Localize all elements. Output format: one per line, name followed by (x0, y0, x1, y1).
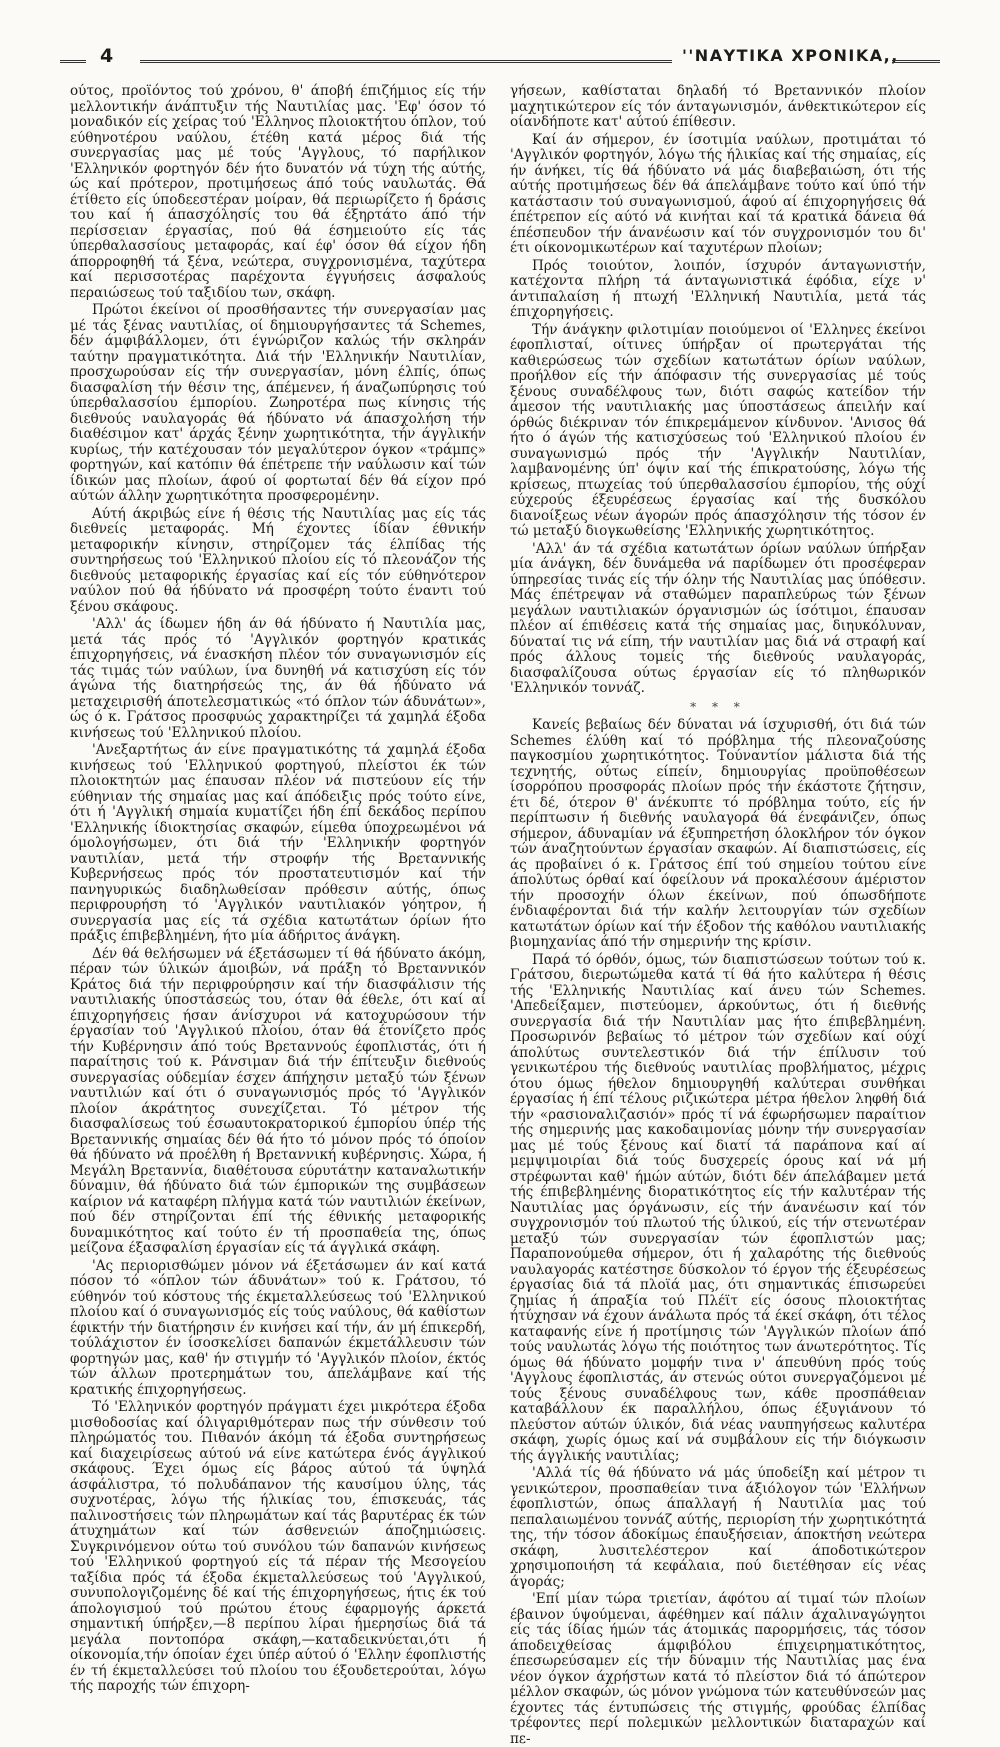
paragraph: 'Επί μίαν τώρα τριετίαν, άφότου αί τιμαί τών πλοίων έβαινον ύψούμεναι, άφέθημεν καί πάλιν άχαλιναγώγητοι είς τάς ίδίας ήμών τάς άτομικάς παρορμήσεις, τάς τόσον άποδειχθείσας άμφιβόλου έπιχειρηματικότητος, έπεσωρεύσαμεν είς τήν δύναμιν τής Ναυτιλίας μας ένα νέον όγκον άχρήστων κατά τό πλείστον διά τό άπώτερον μέλλον σκαφών, ώς μόνον γνώμονα τών κατευθύνσεών μας έχοντες τάς έντυπώσεις τής στιγμής, φρούδας έλπίδας τρέφοντες περί πολεμικών μελλοντικών διαταραχών καί πε- (510, 1591, 926, 1747)
paragraph: Τήν άνάγκην φιλοτιμίαν ποιούμενοι οί 'Ελληνες έκείνοι έφοπλισταί, οίτινες ύπήρξαν οί πρωτεργάται τής καθιερώσεως τών σχεδίων κατωτάτων όρίων ναύλων, προήλθον είς τήν άπόφασιν τής συνεργασίας μέ τούς ξένους συναδέλφους των, διότι σαφώς κατείδον τήν άμεσον τής ναυτιλιακής μας ύποστάσεως άπειλήν καί όρθώς διέκριναν τόν έπικρεμάμενον κίνδυνον. 'Ανισος θά ήτο ό άγών τής κατισχύσεως τού 'Ελληνικού πλοίου έν συναγωνισμώ πρός τήν 'Αγγλικήν Ναυτιλίαν, λαμβανομένης ύπ' όψιν καί τής έπικρατούσης, λόγω τής κρίσεως, πτωχείας τού ύπερθαλασσίου έμπορίου, τής ούχί εύχερούς έξευρέσεως έργασίας καί τής δυσκόλου διανοίξεως νέων άγορών πρός άπασχόλησιν τής τόσον έν τώ μεταξύ διογκωθείσης 'Ελληνικής χωρητικότητος. (510, 321, 926, 539)
page-header (60, 44, 940, 74)
page-number: 4 (100, 45, 114, 67)
paragraph: Παρά τό όρθόν, όμως, τών διαπιστώσεων τούτων τού κ. Γράτσου, διερωτώμεθα κατά τί θά ήτο καλύτερα ή θέσις τής 'Ελληνικής Ναυτιλίας καί άνευ τών Schemes. 'Απεδείξαμεν, πιστεύομεν, άρκούντως, ότι ή διεθνής συνεργασία διά τήν Ναυτιλίαν μας ήτο έπιβεβλημένη. Προσωρινόν βεβαίως τό μέτρον τών σχεδίων καί ούχί άπολύτως συντελεστικόν διά τήν έπίλυσιν τού γενικωτέρου τής διεθνούς ναυτιλίας προβλήματος, μέχρις ότου όμως ήθελον δημιουργηθή καλύτεραι συνθήκαι έργασίας ή έπί τέλους ριζικώτερα μέτρα ήθελον ληφθή διά τήν «ρασιοναλιζασιόν» πρός τί νά έφωρήσωμεν παραίτιον τής σημερινής μας κακοδαιμονίας μόνην τήν συνεργασίαν μας μέ τούς ξένους καί διατί τά παράπονα καί αί μεμψιμοιρίαι διά τούς δυσχερείς όρους καί νά μή στρέφωνται καθ' ήμών αύτών, διότι δέν άπελάβαμεν μετά τής έπιβεβλημένης διορατικότητος είς τήν καλυτέραν τής Ναυτιλίας μας όργάνωσιν, είς τήν άνανέωσιν καί τόν συγχρονισμόν τού πλωτού τής ύλικού, είς τήν στενωτέραν μεταξύ τών συνεργασίαν τών έφοπλιστών μας; Παραπονούμεθα σήμερον, ότι ή χαλαρότης τής διεθνούς ναυλαγοράς κατέστησε δύσκολον τό έργον τής έξευρέσεως έργασίας διά τά πλοϊά μας, ότι σημαντικάς έπισωρεύει ζημίας ή άπραξία τού Πλέϊτ είς όσους πλοιοκτήτας ήτύχησαν νά έχουν άνάλωτα πρός τά έκεί σκάφη, ότι τέλος καταφανής είνε ή προτίμησις τών 'Αγγλικών πλοίων άπό τούς ναυλωτάς λόγω τής ποιότητος των άνωτερότητος. Τίς όμως θά ήδύνατο μομφήν τινα ν' άπευθύνη πρός τούς 'Αγγλους έφοπλιστάς, άν στενώς ούτοι συνεργαζόμενοι μέ τούς ξένους συναδέλφους των, κάθε προσπάθειαν καταβάλλουν έκ παραλλήλου, όπως έξυγιάνουν τό πλεύστον αύτών ύλικόν, διά νέας ναυπηγήσεως καλυτέρα σκάφη, χωρίς όμως καί νά συμβάλουν είς τήν διόγκωσιν τής άγγλικής ναυτιλίας; (510, 951, 926, 1464)
header-rule-left (60, 60, 86, 63)
paragraph: Καί άν σήμερον, έν ίσοτιμία ναύλων, προτιμάται τό 'Αγγλικόν φορτηγόν, λόγω τής ήλικίας καί τής σημαίας, είς ήν άνήκει, τίς θά ήδύνατο νά μάς διαβεβαιώση, ότι τής αύτής προτιμήσεως δέν θά άπελάμβανε τούτο καί ύπό τήν κατάστασιν τού συναγωνισμού, άφού αί έπιχορηγήσεις θά έπέτρεπον είς αύτό νά κινήται καί τά κρατικά δάνεια θά έπέσπευδον τήν άνανέωσιν καί τόν συγχρονισμόν του δι' έτι οίκονομικωτέρων καί ταχυτέρων πλοίων; (510, 131, 926, 256)
paragraph: Δέν θά θελήσωμεν νά έξετάσωμεν τί θά ήδύνατο άκόμη, πέραν τών ύλικών άμοιβών, νά πράξη τό Βρεταννικόν Κράτος διά τήν περιφρούρησιν καί τήν διασφάλισιν τής ναυτιλιακής ύποστάσεώς του, όταν θά έθελε, ότι καί αί έπιχορηγήσεις ήσαν άνίσχυροι νά κατοχυρώσουν τήν έργασίαν τού 'Αγγλικού πλοίου, όταν θά έτονίζετο πρός τήν Κυβέρνησιν άπό τούς Βρεταννούς έφοπλιστάς, ότι ή παραίτησις τού κ. Ράνσιμαν διά τήν έπίτευξιν διεθνούς συνεργασίας ούδεμίαν έσχεν άπήχησιν μεταξύ τών ξένων ναυτιλιών καί ότι ό συναγωνισμός πρός τό 'Αγγλικόν πλοίον άκράτητος συνεχίζεται. Τό μέτρον τής διασφαλίσεως τού έσωαυτοκρατορικού έμπορίου ύπέρ τής Βρεταννικής σημαίας δέν θά ήτο τό μόνον πρός τό όποίον θά ήδύνατο νά προέλθη ή Βρεταννική κυβέρνησις. Χώρα, ή Μεγάλη Βρεταννία, διαθέτουσα εύρυτάτην καταναλωτικήν δύναμιν, θά ήδύνατο διά τών έμπορικών της συμβάσεων καίριον νά καταφέρη πλήγμα κατά τών ναυτιλιών έκείνων, πού δέν στηρίζονται έπί τής έθνικής μεταφορικής δυναμικότητος καί τούτο έν τή προσπαθεία της, όπως μείζονα έξασφαλίση έργασίαν είς τά άγγλικά σκάφη. (70, 945, 486, 1256)
paragraph: 'Ανεξαρτήτως άν είνε πραγματικότης τά χαμηλά έξοδα κινήσεως τού 'Ελληνικού φορτηγού, πλείστοι έκ τών πλοιοκτητών μας έπαυσαν πλέον νά πιστεύουν είς τήν εύθηνιαν τής σημαίας μας καί άπόδειξις πρός τούτο είνε, ότι ή 'Αγγλική σημαία κυματίζει ήδη έπί δεκάδος περίπου 'Ελληνικής ίδιοκτησίας σκαφών, είμεθα ύποχρεωμένοι νά όμολογήσωμεν, ότι διά τήν 'Ελληνικήν φορτηγόν ναυτιλίαν, μετά τήν στροφήν τής Βρεταννικής Κυβερνήσεως πρός τόν προστατευτισμόν καί τήν πανηγυρικώς διαδηλωθείσαν πρόθεσιν αύτής, όπως περιφρουρήση τό 'Αγγλικόν ναυτιλιακόν γόητρον, ή συνεργασία μας είς τά σχέδια κατωτάτων όρίων ήτο πράξις έπιβεβλημένη, ήτο μία άδήριτος άνάγκη. (70, 742, 486, 944)
paragraph: 'Αλλ' άν τά σχέδια κατωτάτων όρίων ναύλων ύπήρξαν μία άνάγκη, δέν δυνάμεθα νά παρίδωμεν ότι προσέφεραν ύπηρεσίας τινάς είς τήν όλην τής Ναυτιλίας μας ύπόθεσιν. Μάς έπέτρεψαν νά σταθώμεν παραπλεύρως τών ξένων μεγάλων ναυτιλιακών όργανισμών ώς ίσότιμοι, έπαυσαν πλέον αί έπιθέσεις κατά τής σημαίας μας, διηυκόλυναν, δύναταί τις νά είπη, τήν ναυτιλίαν μας διά νά στραφή καί πρός άλλους τομείς τής διεθνούς ναυλαγοράς, διασφαλίζουσα ούτως έργασίαν είς τό πληθωρικόν 'Ελληνικόν τοννάζ. (510, 540, 926, 696)
paragraph: Πρώτοι έκείνοι οί προσθήσαντες τήν συνεργασίαν μας μέ τάς ξένας ναυτιλίας, οί δημιουργήσαντες τά Schemes, δέν άμφιβάλλομεν, ότι έγνώριζον καλώς τήν σκληράν ταύτην πραγματικότητα. Διά τήν 'Ελληνικήν Ναυτιλίαν, προσχωρούσαν είς τήν συνεργασίαν, μόνη έλπίς, όπως διασφαλίση τήν θέσιν της, άπέμενεν, ή άναζωπύρησις τού ύπερθαλασσίου έμπορίου. Ζωηροτέρα πως κίνησις τής διεθνούς ναυλαγοράς θά ήδύνατο νά άπασχολήση τήν διαθέσιμον κατ' άρχάς ξένην χωρητικότητα, τήν άγγλικήν κυρίως, τήν κατέχουσαν τόν μεγαλύτερον όγκον «τράμπς» φορτηγών, καί κατόπιν θά έπέτρεπε τήν ναύλωσιν καί τών ίδικών μας πλοίων, άφού οί φορτωταί δέν θά είχον πρό αύτών άλλην χωρητικότητα προσφερομένην. (70, 302, 486, 504)
paragraph: 'Αλλ' άς ίδωμεν ήδη άν θά ήδύνατο ή Ναυτιλία μας, μετά τάς πρός τό 'Αγγλικόν φορτηγόν κρατικάς έπιχορηγήσεις, νά ένασκήση πλέον τόν συναγωνισμόν είς τάς τιμάς τών ναύλων, ίνα δυνηθή νά κατισχύση είς τόν άγώνα τής διατηρήσεώς της, άν θά ήδύνατο νά μεταχειρισθή άποτελεσματικώς «τό όπλον τών άδυνάτων», ώς ό κ. Γράτσος προσφυώς χαρακτηρίζει τά χαμηλά έξοδα κινήσεως τού 'Ελληνικού πλοίου. (70, 616, 486, 741)
paragraph: 'Αλλά τίς θά ήδύνατο νά μάς ύποδείξη καί μέτρον τι γενικώτερον, προσπαθείαν τινα άξιόλογον τών 'Ελλήνων έφοπλιστών, όπως άπαλλαγή ή Ναυτιλία μας τού πεπαλαιωμένου τοννάζ αύτής, περιορίση τήν χωρητικότητά της, τήν τόσον άδοκίμως έπαυξήσειαν, άποκτήση νεώτερα σκάφη, λυσιτελέστερον καί άποδοτικώτερον χρησιμοποιήση τά κεφάλαια, πού διετέθησαν είς νέας άγοράς; (510, 1465, 926, 1590)
paragraph: Κανείς βεβαίως δέν δύναται νά ίσχυρισθή, ότι διά τών Schemes έλύθη καί τό πρόβλημα τής πλεοναζούσης παγκοσμίου χωρητικότητος. Τούναντίον μάλιστα διά τής τεχνητής, ούτως είπείν, δημιουργίας προϋποθέσεων ίσορρόπου προσφοράς πλοίων πρός τήν έκάστοτε ζήτησιν, έτι δέ, ότερον θ' άνέκυπτε τό πρόβλημα τούτο, είς ήν περίπτωσιν ή διεθνής ναυλαγορά θά ένεφάνιζεν, όπως σήμερον, άδυναμίαν νά έξυπηρετήση όλοκλήρον τόν όγκον τών άναζητούντων έργασίαν σκαφών. Αί διαπιστώσεις, είς άς προβαίνει ό κ. Γράτσος έπί τού σημείου τούτου είνε άπολύτως όρθαί καί όφείλουν νά προκαλέσουν άμέριστον τήν προσοχήν όλων έκείνων, πού όπωσδήποτε ένδιαφέρονται διά τήν καλήν λειτουργίαν τών σχεδίων κατωτάτων όρίων καί τήν έξοδον τής καθόλου ναυτιλιακής βιομηχανίας άπό τήν σημερινήν της κρίσιν. (510, 717, 926, 950)
paragraph: Αύτή άκριβώς είνε ή θέσις τής Ναυτιλίας μας είς τάς διεθνείς μεταφοράς. Μή έχοντες ίδίαν έθνικήν μεταφορικήν κίνησιν, στηρίζομεν τάς έλπίδας τής συντηρήσεως τού 'Ελληνικού πλοίου είς τό πλεονάζον τής διεθνούς μεταφορικής έργασίας καί είς τόν εύθηνότερον ναύλον πού θά ήδύνατο νά προσφέρη τούτο έναντι τού ξένου σκάφους. (70, 505, 486, 615)
header-rule-right (892, 60, 940, 63)
paragraph: Τό 'Ελληνικόν φορτηγόν πράγματι έχει μικρότερα έξοδα μισθοδοσίας καί όλιγαριθμότεραν πως τήν σύνθεσιν τού πληρώματός του. Πιθανόν άκόμη τά έξοδα συντηρήσεως καί διαχειρίσεως αύτού νά είνε κατώτερα ένός άγγλικού σκάφους. Έχει όμως είς βάρος αύτού τά ύψηλά άσφάλιστρα, τό πολυδάπανον τής καυσίμου ύλης, τάς συχνοτέρας, λόγω τής ήλικίας του, έπισκευάς, τάς παλινοστήσεις τών πληρωμάτων καί τάς βαρυτέρας έκ τών άτυχημάτων καί τών άσθενειών άποζημιώσεις. Συγκρινόμενον ούτω τού συνόλου τών δαπανών κινήσεως τού 'Ελληνικού φορτηγού είς τά πέραν τής Μεσογείου ταξίδια πρός τά έξοδα έκμεταλλεύσεως τού 'Αγγλικού, συνυπολογιζομένης δέ καί τής έπιχορηγήσεως, ήτις έκ τού άπολογισμού τού πρώτου έτους έφαρμογής άρκετά σημαντική ύπήρξεν,—8 περίπου λίραι ήμερησίως διά τά μεγάλα ποντοπόρα σκάφη,—καταδεικνύεται,ότι ή οίκονομία,τήν όποίαν έχει ύπέρ αύτού ό 'Ελλην έφοπλιστής έν τή έκμεταλλεύσει τού πλοίου του έξουδετερούται, λόγω τής παροχής τών έπιχορη- (70, 1399, 486, 1694)
paragraph: ούτος, προϊόντος τού χρόνου, θ' άποβή έπιζήμιος είς τήν μελλοντικήν άνάπτυξιν τής Ναυτιλίας μας. 'Εφ' όσον τό μοναδικόν είς χείρας τού 'Ελληνος πλοιοκτήτου όπλον, τού εύθηνοτέρου ναύλου, έτέθη κατά μέρος διά τής συνεργασίας μας μέ τούς 'Αγγλους, τό παρήλικον 'Ελληνικόν φορτηγόν δέν ήτο δυνατόν νά τύχη τής αύτής, ώς καί πρότερον, προτιμήσεως άπό τούς ναυλωτάς. Θά έτίθετο είς ύποδεεστέραν μοίραν, θά περιωρίζετο ή δράσις του καί ή άπασχόλησίς του θά έξηρτάτο άπό τήν περίσσειαν έργασίας, πού θά έσημειούτο είς τάς ύπερθαλασσίους μεταφοράς, καί έφ' όσον θά είχον ήδη άπορροφηθή τά ξένα, νεώτερα, συγχρονισμένα, ταχύτερα καί περισσοτέρας παρέχοντα έγγυήσεις άσφαλούς περαιώσεως τού ταξιδίου των, σκάφη. (70, 83, 486, 301)
paragraph: 'Ας περιορισθώμεν μόνον νά έξετάσωμεν άν καί κατά πόσον τό «όπλον τών άδυνάτων» τού κ. Γράτσου, τό εύθηνόν τού κόστους τής έκμεταλλεύσεως τού 'Ελληνικού πλοίου καί ό συναγωνισμός είς τούς ναύλους, θά καθίστων έφικτήν τήν διατήρησιν έν κινήσει καί τήν, άν μή έπικερδή, τούλάχιστον έν ίσοσκελίσει δαπανών έκμετάλλευσιν τών φορτηγών μας, καθ' ήν στιγμήν τό 'Αγγλικόν πλοίον, έκτός τών άλλων προτερημάτων του, άπελάμβανε καί τής κρατικής έπιχορηγήσεως. (70, 1257, 486, 1398)
running-title: ''ΝΑΥΤΙΚΑ ΧΡΟΝΙΚΑ,, (682, 46, 899, 65)
left-column (70, 83, 486, 1694)
section-break: * * * (690, 699, 746, 714)
paragraph: γήσεων, καθίσταται δηλαδή τό Βρεταννικόν πλοίον μαχητικώτερον είς τόν άνταγωνισμόν, άνθεκτικώτερον είς οίανδήποτε κατ' αύτού έπίθεσιν. (510, 83, 926, 130)
paragraph: Πρός τοιούτον, λοιπόν, ίσχυρόν άνταγωνιστήν, κατέχοντα πλήρη τά άνταγωνιστικά έφόδια, είχε ν' άντιπαλαίση ή πτωχή 'Ελληνική Ναυτιλία, μετά τάς έπιχορηγήσεις. (510, 257, 926, 320)
header-rule-middle (140, 60, 672, 63)
right-column (510, 83, 926, 1747)
